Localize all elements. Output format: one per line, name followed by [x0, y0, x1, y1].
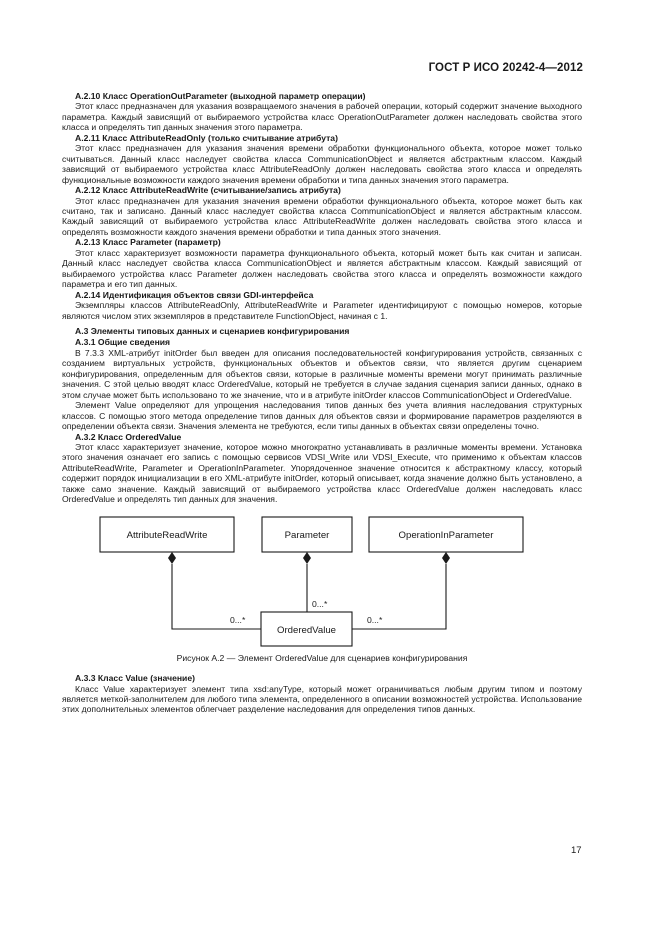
multiplicity-label: 0...*: [312, 598, 328, 609]
composition-diamond-2: [442, 552, 450, 564]
heading-a2-11: А.2.11 Класс AttributeReadOnly (только считывание атрибута): [75, 132, 338, 143]
box-label-orderedvalue: OrderedValue: [276, 624, 337, 636]
multiplicity-label: 0...*: [230, 614, 246, 625]
heading-a2-13: А.2.13 Класс Parameter (параметр): [75, 237, 221, 248]
paragraph: Этот класс предназначен для указания значения времени обработки функционального объекта, которое может только считываться. Данный класс наследует свойства класса CommunicationObject и является абстрактным классом. Каждый зависящий от выбираемого устройства класс AttributeReadOnly должен наследовать свойства этого класса и определять функциональные возможности каждого значения времени обработки и типа данных значения этого параметра.: [62, 143, 582, 185]
paragraph: Элемент Value определяют для упрощения наследования типов данных без учета влияния наследования структурных классов. С помощью этого метода определение типов данных для объектов связи и формирование параметров разделяются в определении объекта связи. Значения элемента не требуются, если типы данных в объектах связи определены точно.: [62, 400, 582, 432]
heading-a2-14: А.2.14 Идентификация объектов связи GDI-интерфейса: [75, 289, 314, 300]
paragraph: В 7.3.3 XML-атрибут initOrder был введен для описания последовательностей конфигурирования устройств, связанных с созданием виртуальных устройств, функциональных объектов и объектов связи, что является другим сценарием конфигурирования, определенным для объектов связи, которые в различные моменты времени могут принимать различные значения. С этой целью вводят класс OrderedValue, который не требуется в случае задания сценария записи данных, однако в этом случае может быть использовано то же значение, что и в атрибуте initOrder классов CommunicationObject и OrderedValue.: [62, 347, 582, 400]
uml-diagram-svg: [62, 509, 582, 651]
paragraph: Экземпляры классов AttributeReadOnly, AttributeReadWrite и Parameter идентифицируют с помощью номеров, которые являются числом этих экземпляров в представителе FunctionObject, начиная с 1.: [62, 300, 582, 321]
composition-diamond-1: [168, 552, 176, 564]
composition-diamond-3: [303, 552, 311, 564]
heading-a2-12: А.2.12 Класс AttributeReadWrite (считывание/запись атрибута): [75, 185, 341, 196]
paragraph: Этот класс предназначен для указания значения времени обработки функционального объекта, которое может быть как считано, так и записано. Данный класс наследует свойства класса CommunicationObject и является абстрактным классом. Каждый зависящий от выбираемого устройства класс AttributeReadWrite должен наследовать свойства этого класса и определять возможности каждого значения времени обработки и типа данных этого значения.: [62, 195, 582, 237]
sections-after-figure: [62, 673, 582, 715]
heading-a3-3: А.3.3 Класс Value (значение): [75, 673, 195, 684]
box-label-attributereadwrite: AttributeReadWrite: [126, 529, 208, 541]
paragraph: Этот класс характеризует возможности параметра функционального объекта, который может быть как считан и записан. Данный класс наследует свойства класса CommunicationObject и является абстрактным классом. Каждый зависящий от выбираемого устройства класс Parameter должен наследовать свойства этого класса и определять возможности каждого параметра и его тип данных.: [62, 247, 582, 290]
edge-attributereadwrite-orderedvalue: [172, 564, 261, 629]
heading-a3-2: А.3.2 Класс OrderedValue: [75, 431, 182, 442]
heading-a3-1: А.3.1 Общие сведения: [75, 337, 171, 348]
document-header: ГОСТ Р ИСО 20242-4—2012: [428, 62, 583, 74]
page-content: [62, 91, 582, 715]
figure-caption: Рисунок А.2 — Элемент OrderedValue для сценариев конфигурирования: [176, 652, 468, 663]
paragraph: Класс Value характеризует элемент типа xsd:anyType, который может ограничиваться любым другим типом и поэтому является меткой-заполнителем для любого типа элемента, определенного в описании возможностей устройства. Использование этих дополнительных элементов облегчает разделение наследования для определения типов данных.: [62, 683, 582, 715]
box-label-parameter: Parameter: [284, 529, 330, 541]
paragraph: Этот класс характеризует значение, которое можно многократно устанавливать в различные моменты времени. Установка этого значения означает его запись с помощью сервисов VDSI_Write или VDSI_Execute, что применимо к объектам классов AttributeReadWrite, Parameter и OperationInParameter. Упорядоченное значение относится к абстрактному классу, который содержит порядок инициализации в его XML-атрибуте initOrder, который описывает, когда значение должно быть установлено, а также само значение. Каждый зависящий от выбираемого устройства класс OrderedValue должен наследовать класс OrderedValue и определять тип данных для значения.: [62, 441, 582, 505]
page-number: 17: [571, 845, 582, 856]
sections-before-figure: [62, 91, 582, 505]
paragraph: Этот класс предназначен для указания возвращаемого значения в рабочей операции, который содержит значение выходного параметра. Каждый зависящий от выбираемого устройства класс OperationOutParameter должен наследовать свойства этого класса и определять тип данных значения этого параметра.: [62, 101, 582, 133]
box-label-operationinparameter: OperationInParameter: [398, 529, 494, 541]
heading-a2-10: А.2.10 Класс OperationOutParameter (выходной параметр операции): [75, 91, 366, 101]
heading-a3: А.3 Элементы типовых данных и сценариев конфигурирования: [75, 325, 350, 336]
uml-diagram: [62, 509, 582, 651]
multiplicity-label: 0...*: [367, 614, 383, 625]
